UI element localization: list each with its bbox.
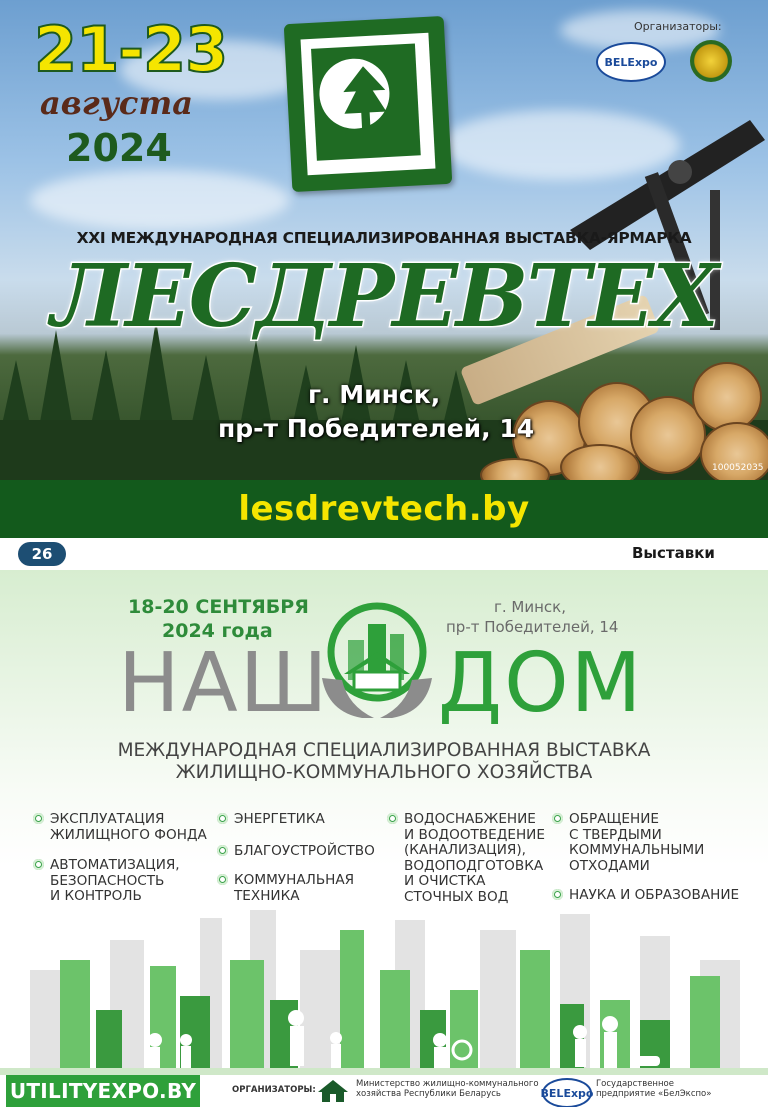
category-item: ЭКСПЛУАТАЦИЯ ЖИЛИЩНОГО ФОНДА — [50, 812, 207, 843]
event-title: ЛЕСДРЕВТЕХ — [51, 246, 717, 347]
ministry-forestry-emblem — [690, 40, 732, 82]
address-city: г. Минск, — [494, 598, 566, 616]
category-item: ОБРАЩЕНИЕ С ТВЕРДЫМИ КОММУНАЛЬНЫМИ ОТХОДАМИ — [569, 812, 704, 874]
event-month: августа — [40, 84, 193, 122]
belexpo-name: Государственное предприятие «БелЭкспо» — [596, 1079, 712, 1099]
category-item: ЭНЕРГЕТИКА — [234, 812, 325, 828]
page-number: 26 — [18, 542, 66, 566]
event-year: 2024 — [66, 126, 172, 170]
event-year: 2024 года — [162, 620, 273, 642]
gear-icon — [387, 813, 398, 824]
url-bar — [0, 480, 768, 538]
organizers-label: ОРГАНИЗАТОРЫ: — [232, 1085, 316, 1095]
lesdrevtech-ad — [0, 0, 768, 538]
category-item: КОММУНАЛЬНАЯ ТЕХНИКА — [234, 873, 354, 904]
gear-icon — [217, 845, 228, 856]
gear-icon — [217, 874, 228, 885]
belexpo-logo: BELExpo — [542, 1078, 592, 1107]
address-city: г. Минск, — [308, 380, 441, 409]
title-part-nash: НАШ — [118, 636, 330, 731]
ministry-name: Министерство жилищно-коммунального хозяйства Республики Беларусь — [356, 1079, 539, 1099]
gear-icon — [217, 813, 228, 824]
event-dates: 18-20 СЕНТЯБРЯ — [128, 596, 309, 618]
category-item: НАУКА И ОБРАЗОВАНИЕ — [569, 888, 739, 904]
gear-icon — [552, 889, 563, 900]
title-part-dom: ДОМ — [438, 636, 644, 731]
section-title: Выставки — [632, 544, 715, 562]
gear-icon — [33, 859, 44, 870]
log-end — [692, 362, 762, 432]
event-dates: 21-23 — [34, 13, 228, 86]
event-subtitle: XXI МЕЖДУНАРОДНАЯ СПЕЦИАЛИЗИРОВАННАЯ ВЫСТАВКА-ЯРМАРКА — [76, 229, 692, 247]
log-end — [700, 422, 768, 486]
ad-stamp: 100052035 — [712, 463, 764, 473]
website-link[interactable]: UTILITYEXPO.BY — [6, 1075, 200, 1107]
organizers-label: Организаторы: — [634, 20, 722, 33]
nash-dom-ad — [0, 570, 768, 1107]
lesdrevtech-logo — [284, 16, 453, 192]
address-street: пр-т Победителей, 14 — [218, 414, 535, 443]
belexpo-logo: BELExpo — [596, 42, 666, 82]
category-item: БЛАГОУСТРОЙСТВО — [234, 844, 375, 860]
house-in-hands-logo — [318, 600, 436, 728]
event-subtitle-line2: ЖИЛИЩНО-КОММУНАЛЬНОГО ХОЗЯЙСТВА — [175, 762, 593, 783]
address-street: пр-т Победителей, 14 — [446, 618, 619, 636]
city-skyline-illustration — [0, 900, 768, 1075]
ministry-housing-logo — [316, 1078, 350, 1104]
category-item: АВТОМАТИЗАЦИЯ, БЕЗОПАСНОСТЬ И КОНТРОЛЬ — [50, 858, 180, 905]
website-link[interactable]: lesdrevtech.by — [238, 489, 530, 529]
category-item: ВОДОСНАБЖЕНИЕ И ВОДООТВЕДЕНИЕ (КАНАЛИЗАЦИЯ), ВОДОПОДГОТОВКА И ОЧИСТКА СТОЧНЫХ ВОД — [404, 812, 545, 905]
gear-icon — [552, 813, 563, 824]
gear-icon — [33, 813, 44, 824]
event-subtitle-line1: МЕЖДУНАРОДНАЯ СПЕЦИАЛИЗИРОВАННАЯ ВЫСТАВКА — [117, 740, 651, 761]
